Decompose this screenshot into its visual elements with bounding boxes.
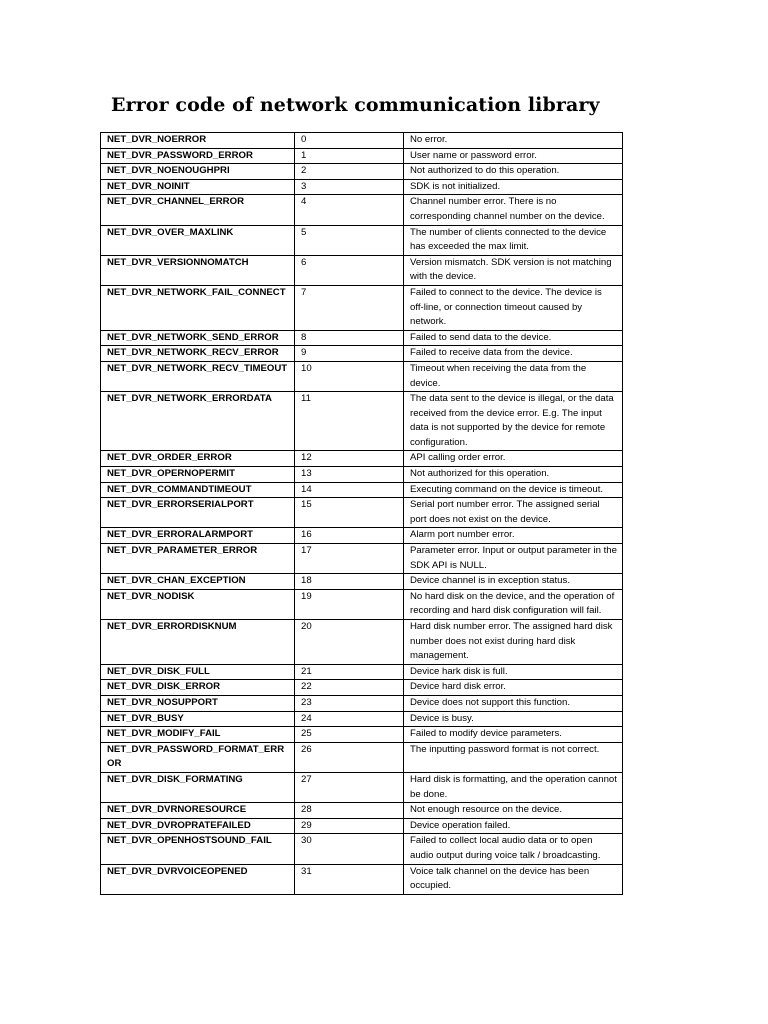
table-row [101, 864, 623, 894]
table-row [101, 255, 623, 285]
error-description-cell: Channel number error. There is no corresponding channel number on the device. [404, 195, 623, 225]
error-name-cell: NET_DVR_DISK_FORMATING [101, 772, 295, 802]
error-code-cell: 25 [295, 727, 404, 743]
error-name-cell: NET_DVR_CHANNEL_ERROR [101, 195, 295, 225]
error-code-cell: 14 [295, 482, 404, 498]
error-name-cell: NET_DVR_NOINIT [101, 179, 295, 195]
table-row [101, 451, 623, 467]
table-row [101, 133, 623, 149]
error-name-cell: NET_DVR_ORDER_ERROR [101, 451, 295, 467]
error-code-cell: 2 [295, 164, 404, 180]
error-description-cell: Parameter error. Input or output parameter in the SDK API is NULL. [404, 544, 623, 574]
error-code-cell: 30 [295, 834, 404, 864]
table-row [101, 148, 623, 164]
table-row [101, 498, 623, 528]
error-code-cell: 24 [295, 711, 404, 727]
error-description-cell: Hard disk is formatting, and the operation cannot be done. [404, 772, 623, 802]
table-row [101, 574, 623, 590]
error-code-cell: 0 [295, 133, 404, 149]
table-row [101, 225, 623, 255]
error-name-cell: NET_DVR_DVRVOICEOPENED [101, 864, 295, 894]
error-description-cell: Failed to connect to the device. The device is off-line, or connection timeout caused by network. [404, 285, 623, 330]
error-name-cell: NET_DVR_COMMANDTIMEOUT [101, 482, 295, 498]
error-description-cell: Device hark disk is full. [404, 664, 623, 680]
error-code-cell: 6 [295, 255, 404, 285]
table-row [101, 742, 623, 772]
table-row [101, 818, 623, 834]
table-row [101, 164, 623, 180]
error-name-cell: NET_DVR_OPENHOSTSOUND_FAIL [101, 834, 295, 864]
error-description-cell: No error. [404, 133, 623, 149]
error-code-cell: 5 [295, 225, 404, 255]
error-code-table [100, 132, 623, 895]
table-row [101, 803, 623, 819]
error-name-cell: NET_DVR_NETWORK_RECV_ERROR [101, 346, 295, 362]
table-row [101, 482, 623, 498]
error-name-cell: NET_DVR_DVROPRATEFAILED [101, 818, 295, 834]
error-name-cell: NET_DVR_ERRORDISKNUM [101, 620, 295, 665]
error-description-cell: Failed to collect local audio data or to open audio output during voice talk / broadcasting. [404, 834, 623, 864]
error-code-cell: 12 [295, 451, 404, 467]
error-description-cell: Alarm port number error. [404, 528, 623, 544]
table-row [101, 195, 623, 225]
error-description-cell: Not authorized to do this operation. [404, 164, 623, 180]
error-description-cell: SDK is not initialized. [404, 179, 623, 195]
error-description-cell: API calling order error. [404, 451, 623, 467]
error-name-cell: NET_DVR_PASSWORD_ERROR [101, 148, 295, 164]
error-description-cell: The number of clients connected to the device has exceeded the max limit. [404, 225, 623, 255]
table-row [101, 727, 623, 743]
error-code-cell: 26 [295, 742, 404, 772]
error-name-cell: NET_DVR_OVER_MAXLINK [101, 225, 295, 255]
error-name-cell: NET_DVR_ERRORSERIALPORT [101, 498, 295, 528]
error-name-cell: NET_DVR_PASSWORD_FORMAT_ERROR [101, 742, 295, 772]
error-code-cell: 16 [295, 528, 404, 544]
table-row [101, 467, 623, 483]
error-code-cell: 8 [295, 330, 404, 346]
error-description-cell: Timeout when receiving the data from the device. [404, 361, 623, 391]
error-code-cell: 18 [295, 574, 404, 590]
error-code-cell: 15 [295, 498, 404, 528]
table-row [101, 711, 623, 727]
table-row [101, 695, 623, 711]
error-description-cell: Failed to modify device parameters. [404, 727, 623, 743]
error-description-cell: Executing command on the device is timeout. [404, 482, 623, 498]
error-code-cell: 31 [295, 864, 404, 894]
error-code-cell: 3 [295, 179, 404, 195]
error-description-cell: Voice talk channel on the device has been occupied. [404, 864, 623, 894]
error-description-cell: Failed to receive data from the device. [404, 346, 623, 362]
table-row [101, 772, 623, 802]
error-code-cell: 28 [295, 803, 404, 819]
error-code-cell: 9 [295, 346, 404, 362]
error-name-cell: NET_DVR_NETWORK_SEND_ERROR [101, 330, 295, 346]
error-code-cell: 20 [295, 620, 404, 665]
table-row [101, 361, 623, 391]
error-code-cell: 10 [295, 361, 404, 391]
error-code-cell: 4 [295, 195, 404, 225]
error-name-cell: NET_DVR_BUSY [101, 711, 295, 727]
error-code-cell: 19 [295, 589, 404, 619]
table-row [101, 589, 623, 619]
table-row [101, 179, 623, 195]
error-code-cell: 7 [295, 285, 404, 330]
error-code-cell: 27 [295, 772, 404, 802]
error-name-cell: NET_DVR_DISK_ERROR [101, 680, 295, 696]
error-name-cell: NET_DVR_NOSUPPORT [101, 695, 295, 711]
error-name-cell: NET_DVR_NODISK [101, 589, 295, 619]
error-name-cell: NET_DVR_MODIFY_FAIL [101, 727, 295, 743]
table-row [101, 346, 623, 362]
error-name-cell: NET_DVR_VERSIONNOMATCH [101, 255, 295, 285]
error-name-cell: NET_DVR_OPERNOPERMIT [101, 467, 295, 483]
error-code-cell: 1 [295, 148, 404, 164]
table-row [101, 834, 623, 864]
error-description-cell: Device is busy. [404, 711, 623, 727]
error-description-cell: Hard disk number error. The assigned hard disk number does not exist during hard disk management. [404, 620, 623, 665]
error-name-cell: NET_DVR_DVRNORESOURCE [101, 803, 295, 819]
error-name-cell: NET_DVR_NETWORK_ERRORDATA [101, 392, 295, 451]
error-code-cell: 11 [295, 392, 404, 451]
error-code-table-body [101, 133, 623, 895]
error-description-cell: The data sent to the device is illegal, or the data received from the device error. E.g. The input data is not supported by the device for remote configuration. [404, 392, 623, 451]
error-description-cell: Serial port number error. The assigned serial port does not exist on the device. [404, 498, 623, 528]
error-name-cell: NET_DVR_NETWORK_FAIL_CONNECT [101, 285, 295, 330]
table-row [101, 544, 623, 574]
error-name-cell: NET_DVR_NOERROR [101, 133, 295, 149]
table-row [101, 285, 623, 330]
error-description-cell: Not authorized for this operation. [404, 467, 623, 483]
error-name-cell: NET_DVR_DISK_FULL [101, 664, 295, 680]
error-code-cell: 22 [295, 680, 404, 696]
error-description-cell: Version mismatch. SDK version is not matching with the device. [404, 255, 623, 285]
table-row [101, 680, 623, 696]
table-row [101, 528, 623, 544]
table-row [101, 664, 623, 680]
error-description-cell: Device does not support this function. [404, 695, 623, 711]
error-description-cell: The inputting password format is not correct. [404, 742, 623, 772]
error-code-cell: 13 [295, 467, 404, 483]
error-description-cell: No hard disk on the device, and the operation of recording and hard disk configuration will fail. [404, 589, 623, 619]
table-row [101, 620, 623, 665]
error-code-cell: 23 [295, 695, 404, 711]
error-name-cell: NET_DVR_CHAN_EXCEPTION [101, 574, 295, 590]
error-name-cell: NET_DVR_NOENOUGHPRI [101, 164, 295, 180]
error-name-cell: NET_DVR_NETWORK_RECV_TIMEOUT [101, 361, 295, 391]
table-row [101, 392, 623, 451]
error-description-cell: Not enough resource on the device. [404, 803, 623, 819]
error-description-cell: Device hard disk error. [404, 680, 623, 696]
error-description-cell: Device operation failed. [404, 818, 623, 834]
error-description-cell: Failed to send data to the device. [404, 330, 623, 346]
table-row [101, 330, 623, 346]
error-code-cell: 21 [295, 664, 404, 680]
error-description-cell: Device channel is in exception status. [404, 574, 623, 590]
error-name-cell: NET_DVR_PARAMETER_ERROR [101, 544, 295, 574]
error-description-cell: User name or password error. [404, 148, 623, 164]
error-name-cell: NET_DVR_ERRORALARMPORT [101, 528, 295, 544]
page-title: Error code of network communication library [111, 94, 600, 116]
error-code-cell: 17 [295, 544, 404, 574]
error-code-cell: 29 [295, 818, 404, 834]
